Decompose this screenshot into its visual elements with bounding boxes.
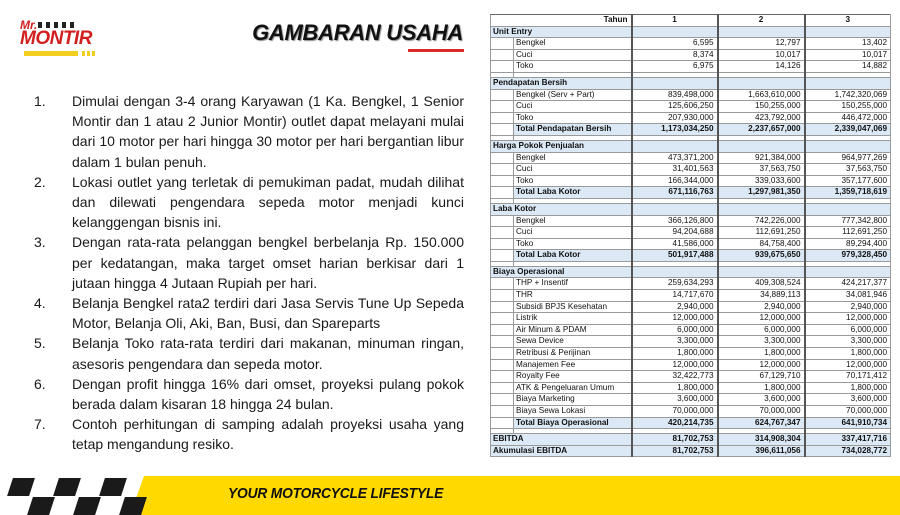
total-value: 1,297,981,350 bbox=[718, 187, 805, 199]
section-title: Harga Pokok Penjualan bbox=[491, 140, 632, 152]
cell-value: 13,402 bbox=[805, 38, 891, 50]
cell-value: 3,300,000 bbox=[718, 336, 805, 348]
list-number: 7. bbox=[34, 416, 46, 433]
cell-value: 3,300,000 bbox=[632, 336, 718, 348]
table-row bbox=[491, 290, 891, 302]
total-value: 624,767,347 bbox=[718, 417, 805, 429]
table-row bbox=[491, 371, 891, 383]
ebitda-value: 314,908,304 bbox=[718, 434, 805, 446]
total-value: 979,328,450 bbox=[805, 250, 891, 262]
cell-value: 2,940,000 bbox=[718, 301, 805, 313]
cell-value: 742,226,000 bbox=[718, 215, 805, 227]
cell-value: 2,940,000 bbox=[805, 301, 891, 313]
cell-value: 70,000,000 bbox=[805, 406, 891, 418]
page-title: GAMBARAN USAHA bbox=[252, 20, 463, 45]
table-header-row bbox=[491, 15, 891, 27]
total-value: 641,910,734 bbox=[805, 417, 891, 429]
table-row bbox=[491, 227, 891, 239]
table-row bbox=[491, 215, 891, 227]
cell-value: 84,758,400 bbox=[718, 238, 805, 250]
cell-value: 34,081,946 bbox=[805, 290, 891, 302]
logo-prefix: Mr. bbox=[20, 18, 38, 32]
cell-value: 32,422,773 bbox=[632, 371, 718, 383]
cell-value: 166,344,000 bbox=[632, 175, 718, 187]
row-label: ATK & Pengeluaran Umum bbox=[514, 382, 632, 394]
ebitda-value: 337,417,716 bbox=[805, 434, 891, 446]
table-row bbox=[491, 38, 891, 50]
cell-value: 12,797 bbox=[718, 38, 805, 50]
row-label: Cuci bbox=[514, 49, 632, 61]
table-row bbox=[491, 61, 891, 73]
cell-value: 37,563,750 bbox=[718, 164, 805, 176]
cell-value: 12,000,000 bbox=[632, 359, 718, 371]
akumulasi-ebitda-row bbox=[491, 445, 891, 457]
list-text: Lokasi outlet yang terletak di pemukiman padat, mudah dilihat dan dilewati pengendara sepeda motor menjadi kunci kelanggengan bisnis ini. bbox=[72, 173, 464, 231]
cell-value: 6,000,000 bbox=[805, 324, 891, 336]
section-title: Unit Entry bbox=[491, 26, 632, 38]
section-header-unit-entry bbox=[491, 26, 891, 38]
cell-value: 409,308,524 bbox=[718, 278, 805, 290]
cell-value: 357,177,600 bbox=[805, 175, 891, 187]
table-row bbox=[491, 112, 891, 124]
list-text: Dengan rata-rata pelanggan bengkel berbelanja Rp. 150.000 per kedatangan, maka target omset harian berkisar dari 1 jutaan hingga 4 Jutaan Rupiah per hari. bbox=[72, 234, 464, 291]
cell-value: 8,374 bbox=[632, 49, 718, 61]
ebitda-value: 81,702,753 bbox=[632, 434, 718, 446]
total-value: 1,359,718,619 bbox=[805, 187, 891, 199]
row-label: Toko bbox=[514, 238, 632, 250]
list-text: Belanja Toko rata-rata terdiri dari makanan, minuman ringan, asesoris pengendara dan sepeda motor. bbox=[72, 335, 464, 372]
financial-projection-table bbox=[490, 14, 890, 457]
total-row bbox=[491, 417, 891, 429]
table-row bbox=[491, 394, 891, 406]
cell-value: 839,498,000 bbox=[632, 89, 718, 101]
year-header: 2 bbox=[718, 15, 805, 27]
section-header-biaya-operasional bbox=[491, 266, 891, 278]
cell-value: 112,691,250 bbox=[805, 227, 891, 239]
total-value: 2,339,047,069 bbox=[805, 124, 891, 136]
list-number: 2. bbox=[34, 173, 46, 190]
row-label: Biaya Sewa Lokasi bbox=[514, 406, 632, 418]
year-header: 1 bbox=[632, 15, 718, 27]
cell-value: 112,691,250 bbox=[718, 227, 805, 239]
cell-value: 12,000,000 bbox=[805, 313, 891, 325]
table-row bbox=[491, 238, 891, 250]
cell-value: 1,800,000 bbox=[805, 348, 891, 360]
cell-value: 150,255,000 bbox=[718, 101, 805, 113]
cell-value: 10,017 bbox=[718, 49, 805, 61]
banner-tagline: YOUR MOTORCYCLE LIFESTYLE bbox=[228, 485, 444, 502]
cell-value: 89,294,400 bbox=[805, 238, 891, 250]
cell-value: 423,792,000 bbox=[718, 112, 805, 124]
table-row bbox=[491, 336, 891, 348]
year-header: 3 bbox=[805, 15, 891, 27]
list-text: Dengan profit hingga 16% dari omset, proyeksi pulang pokok berada dalam kisaran 18 hingga 24 bulan. bbox=[72, 375, 464, 413]
row-label: THP + Insentif bbox=[514, 278, 632, 290]
table-row bbox=[491, 175, 891, 187]
table-row bbox=[491, 382, 891, 394]
cell-value: 473,371,200 bbox=[632, 152, 718, 164]
total-value: 671,116,763 bbox=[632, 187, 718, 199]
table-row bbox=[491, 324, 891, 336]
cell-value: 777,342,800 bbox=[805, 215, 891, 227]
cell-value: 94,204,688 bbox=[632, 227, 718, 239]
cell-value: 3,600,000 bbox=[805, 394, 891, 406]
section-title: Pendapatan Bersih bbox=[491, 77, 632, 89]
table-row bbox=[491, 164, 891, 176]
row-label: THR bbox=[514, 290, 632, 302]
table-row bbox=[491, 313, 891, 325]
section-header-harga-pokok-penjualan bbox=[491, 140, 891, 152]
section-title: Laba Kotor bbox=[491, 203, 632, 215]
cell-value: 1,800,000 bbox=[632, 348, 718, 360]
akumulasi-ebitda-value: 734,028,772 bbox=[805, 445, 891, 457]
row-label: Cuci bbox=[514, 101, 632, 113]
table-row bbox=[491, 348, 891, 360]
section-header-pendapatan-bersih bbox=[491, 77, 891, 89]
cell-value: 14,882 bbox=[805, 61, 891, 73]
cell-value: 12,000,000 bbox=[805, 359, 891, 371]
cell-value: 67,129,710 bbox=[718, 371, 805, 383]
ebitda-label: EBITDA bbox=[491, 434, 632, 446]
cell-value: 70,171,412 bbox=[805, 371, 891, 383]
cell-value: 14,717,670 bbox=[632, 290, 718, 302]
row-label: Bengkel bbox=[514, 215, 632, 227]
cell-value: 424,217,377 bbox=[805, 278, 891, 290]
table-row bbox=[491, 301, 891, 313]
cell-value: 41,586,000 bbox=[632, 238, 718, 250]
list-number: 6. bbox=[34, 375, 46, 392]
table-row bbox=[491, 89, 891, 101]
row-label: Listrik bbox=[514, 313, 632, 325]
row-label: Royalty Fee bbox=[514, 371, 632, 383]
section-title: Biaya Operasional bbox=[491, 266, 632, 278]
row-label: Retribusi & Perijinan bbox=[514, 348, 632, 360]
list-item bbox=[34, 172, 464, 233]
total-value: 2,237,657,000 bbox=[718, 124, 805, 136]
cell-value: 14,126 bbox=[718, 61, 805, 73]
cell-value: 2,940,000 bbox=[632, 301, 718, 313]
list-number: 1. bbox=[34, 93, 46, 109]
row-label: Air Minum & PDAM bbox=[514, 324, 632, 336]
cell-value: 6,595 bbox=[632, 38, 718, 50]
cell-value: 6,000,000 bbox=[718, 324, 805, 336]
cell-value: 70,000,000 bbox=[632, 406, 718, 418]
row-label: Bengkel (Serv + Part) bbox=[514, 89, 632, 101]
cell-value: 366,126,800 bbox=[632, 215, 718, 227]
cell-value: 37,563,750 bbox=[805, 164, 891, 176]
table-row bbox=[491, 101, 891, 113]
total-row bbox=[491, 250, 891, 262]
list-item bbox=[34, 91, 464, 172]
cell-value: 1,800,000 bbox=[805, 382, 891, 394]
row-label: Bengkel bbox=[514, 152, 632, 164]
cell-value: 12,000,000 bbox=[718, 359, 805, 371]
cell-value: 34,889,113 bbox=[718, 290, 805, 302]
cell-value: 3,300,000 bbox=[805, 336, 891, 348]
cell-value: 964,977,269 bbox=[805, 152, 891, 164]
footer-banner bbox=[0, 476, 900, 515]
business-overview-list bbox=[34, 91, 464, 455]
cell-value: 12,000,000 bbox=[632, 313, 718, 325]
row-label: Toko bbox=[514, 112, 632, 124]
total-label: Total Laba Kotor bbox=[514, 250, 632, 262]
cell-value: 70,000,000 bbox=[718, 406, 805, 418]
logo-underline-dashes bbox=[82, 51, 96, 56]
logo-wordmark: MONTIR bbox=[20, 28, 92, 49]
akumulasi-ebitda-value: 81,702,753 bbox=[632, 445, 718, 457]
row-label: Biaya Marketing bbox=[514, 394, 632, 406]
list-item bbox=[34, 293, 464, 333]
checkered-flag-icon bbox=[0, 476, 160, 515]
cell-value: 3,600,000 bbox=[718, 394, 805, 406]
total-value: 1,173,034,250 bbox=[632, 124, 718, 136]
list-text: Contoh perhitungan di samping adalah proyeksi usaha yang tetap mengandung resiko. bbox=[72, 416, 464, 453]
total-row bbox=[491, 187, 891, 199]
cell-value: 921,384,000 bbox=[718, 152, 805, 164]
akumulasi-ebitda-label: Akumulasi EBITDA bbox=[491, 445, 632, 457]
cell-value: 6,975 bbox=[632, 61, 718, 73]
cell-value: 12,000,000 bbox=[718, 313, 805, 325]
total-value: 501,917,488 bbox=[632, 250, 718, 262]
cell-value: 259,634,293 bbox=[632, 278, 718, 290]
cell-value: 1,800,000 bbox=[718, 382, 805, 394]
ebitda-row bbox=[491, 434, 891, 446]
row-label: Cuci bbox=[514, 227, 632, 239]
total-label: Total Laba Kotor bbox=[514, 187, 632, 199]
cell-value: 3,600,000 bbox=[632, 394, 718, 406]
row-label: Subsidi BPJS Kesehatan bbox=[514, 301, 632, 313]
cell-value: 6,000,000 bbox=[632, 324, 718, 336]
table-row bbox=[491, 359, 891, 371]
cell-value: 339,033,600 bbox=[718, 175, 805, 187]
row-label: Cuci bbox=[514, 164, 632, 176]
list-item bbox=[34, 414, 464, 454]
list-text: Dimulai dengan 3-4 orang Karyawan (1 Ka. Bengkel, 1 Senior Montir dan 1 atau 2 Junior Montir) outlet dapat melayani mulai dari 10 motor per hari hingga 30 motor per hari bergantian libur dalam 1 bulan penuh. bbox=[72, 93, 464, 170]
row-label: Toko bbox=[514, 61, 632, 73]
cell-value: 1,800,000 bbox=[632, 382, 718, 394]
row-label: Bengkel bbox=[514, 38, 632, 50]
cell-value: 125,606,250 bbox=[632, 101, 718, 113]
title-underline bbox=[408, 49, 464, 52]
table-row bbox=[491, 152, 891, 164]
year-header-label: Tahun bbox=[491, 15, 632, 27]
list-item bbox=[34, 374, 464, 414]
cell-value: 10,017 bbox=[805, 49, 891, 61]
total-label: Total Biaya Operasional bbox=[514, 417, 632, 429]
row-label: Manajemen Fee bbox=[514, 359, 632, 371]
list-item bbox=[34, 333, 464, 373]
cell-value: 150,255,000 bbox=[805, 101, 891, 113]
list-number: 4. bbox=[34, 295, 46, 312]
table-row bbox=[491, 406, 891, 418]
list-item bbox=[34, 232, 464, 293]
row-label: Toko bbox=[514, 175, 632, 187]
total-label: Total Pendapatan Bersih bbox=[514, 124, 632, 136]
logo-underline bbox=[24, 51, 78, 56]
cell-value: 1,663,610,000 bbox=[718, 89, 805, 101]
total-value: 939,675,650 bbox=[718, 250, 805, 262]
total-row bbox=[491, 124, 891, 136]
table-row bbox=[491, 49, 891, 61]
mr-montir-logo bbox=[18, 18, 100, 58]
cell-value: 31,401,563 bbox=[632, 164, 718, 176]
table-row bbox=[491, 278, 891, 290]
cell-value: 446,472,000 bbox=[805, 112, 891, 124]
row-label: Sewa Device bbox=[514, 336, 632, 348]
total-value: 420,214,735 bbox=[632, 417, 718, 429]
akumulasi-ebitda-value: 396,611,056 bbox=[718, 445, 805, 457]
cell-value: 207,930,000 bbox=[632, 112, 718, 124]
cell-value: 1,800,000 bbox=[718, 348, 805, 360]
cell-value: 1,742,320,069 bbox=[805, 89, 891, 101]
section-header-laba-kotor bbox=[491, 203, 891, 215]
list-text: Belanja Bengkel rata2 terdiri dari Jasa Servis Tune Up Sepeda Motor, Belanja Oli, Aki, Ban, Busi, dan Spareparts bbox=[72, 295, 464, 332]
list-number: 5. bbox=[34, 335, 46, 352]
list-number: 3. bbox=[34, 234, 46, 251]
